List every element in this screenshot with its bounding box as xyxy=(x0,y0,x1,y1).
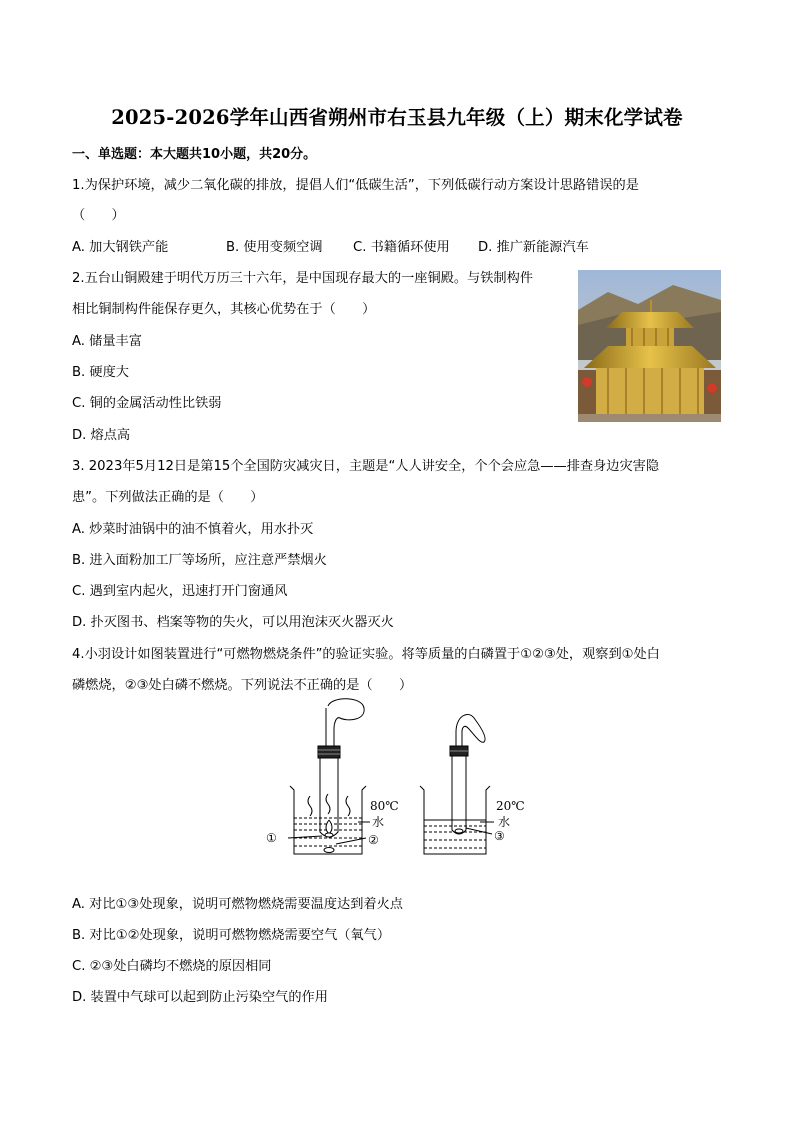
q3-stem-line1: 3. 2023年5月12日是第15个全国防灾减灾日，主题是“人人讲安全，个个会应急——排查身边灾害隐 xyxy=(72,459,660,474)
marker-3: ③ xyxy=(494,829,505,843)
q4-option-c: C. ②③处白磷均不燃烧的原因相同 xyxy=(72,959,272,974)
q2-stem-line2: 相比铜制构件能保存更久，其核心优势在于（ ） xyxy=(72,302,376,317)
copper-temple-photo xyxy=(578,270,721,422)
q3-option-c: C. 遇到室内起火，迅速打开门窗通风 xyxy=(72,584,288,599)
right-water-label: 水 xyxy=(498,815,511,829)
marker-2: ② xyxy=(368,833,379,847)
q3-option-d: D. 扑灭图书、档案等物的失火，可以用泡沫灭火器灭火 xyxy=(72,615,394,630)
q3-stem-line2: 患”。下列做法正确的是（ ） xyxy=(72,490,264,505)
right-temperature-label: 20℃ xyxy=(496,799,525,813)
right-beaker-apparatus xyxy=(420,714,494,854)
q1-option-c: C. 书籍循环使用 xyxy=(353,240,450,255)
q3-option-b: B. 进入面粉加工厂等场所，应注意严禁烟火 xyxy=(72,553,327,568)
q2-option-b: B. 硬度大 xyxy=(72,365,129,380)
q1-option-a: A. 加大钢铁产能 xyxy=(72,240,169,255)
q2-option-c: C. 铜的金属活动性比铁弱 xyxy=(72,396,222,411)
left-water-label: 水 xyxy=(372,815,385,829)
q1-stem-line2: （ ） xyxy=(72,208,125,223)
q2-stem-line1: 2.五台山铜殿建于明代万历三十六年，是中国现存最大的一座铜殿。与铁制构件 xyxy=(72,271,533,286)
q4-option-d: D. 装置中气球可以起到防止污染空气的作用 xyxy=(72,990,328,1005)
q1-stem-line1: 1.为保护环境，减少二氧化碳的排放，提倡人们“低碳生活”，下列低碳行动方案设计思路错误的是 xyxy=(72,178,639,193)
q2-option-a: A. 储量丰富 xyxy=(72,334,142,349)
q2-option-d: D. 熔点高 xyxy=(72,428,131,443)
q4-stem-line2: 磷燃烧，②③处白磷不燃烧。下列说法不正确的是（ ） xyxy=(72,678,413,693)
section-heading: 一、单选题：本大题共10小题，共20分。 xyxy=(72,147,317,162)
q1-option-b: B. 使用变频空调 xyxy=(226,240,323,255)
q1-option-d: D. 推广新能源汽车 xyxy=(478,240,589,255)
combustion-experiment-figure xyxy=(262,698,532,868)
q4-option-a: A. 对比①③处现象，说明可燃物燃烧需要温度达到着火点 xyxy=(72,897,403,912)
q4-stem-line1: 4.小羽设计如图装置进行“可燃物燃烧条件”的验证实验。将等质量的白磷置于①②③处，观察到①处白 xyxy=(72,647,660,662)
exam-title: 2025-2026学年山西省朔州市右玉县九年级（上）期末化学试卷 xyxy=(111,106,683,129)
marker-1: ① xyxy=(266,831,277,845)
left-temperature-label: 80℃ xyxy=(370,799,399,813)
left-beaker-apparatus xyxy=(288,699,370,854)
q3-option-a: A. 炒菜时油锅中的油不慎着火，用水扑灭 xyxy=(72,522,314,537)
q1-options xyxy=(72,239,589,257)
q4-option-b: B. 对比①②处现象，说明可燃物燃烧需要空气（氧气） xyxy=(72,928,391,943)
